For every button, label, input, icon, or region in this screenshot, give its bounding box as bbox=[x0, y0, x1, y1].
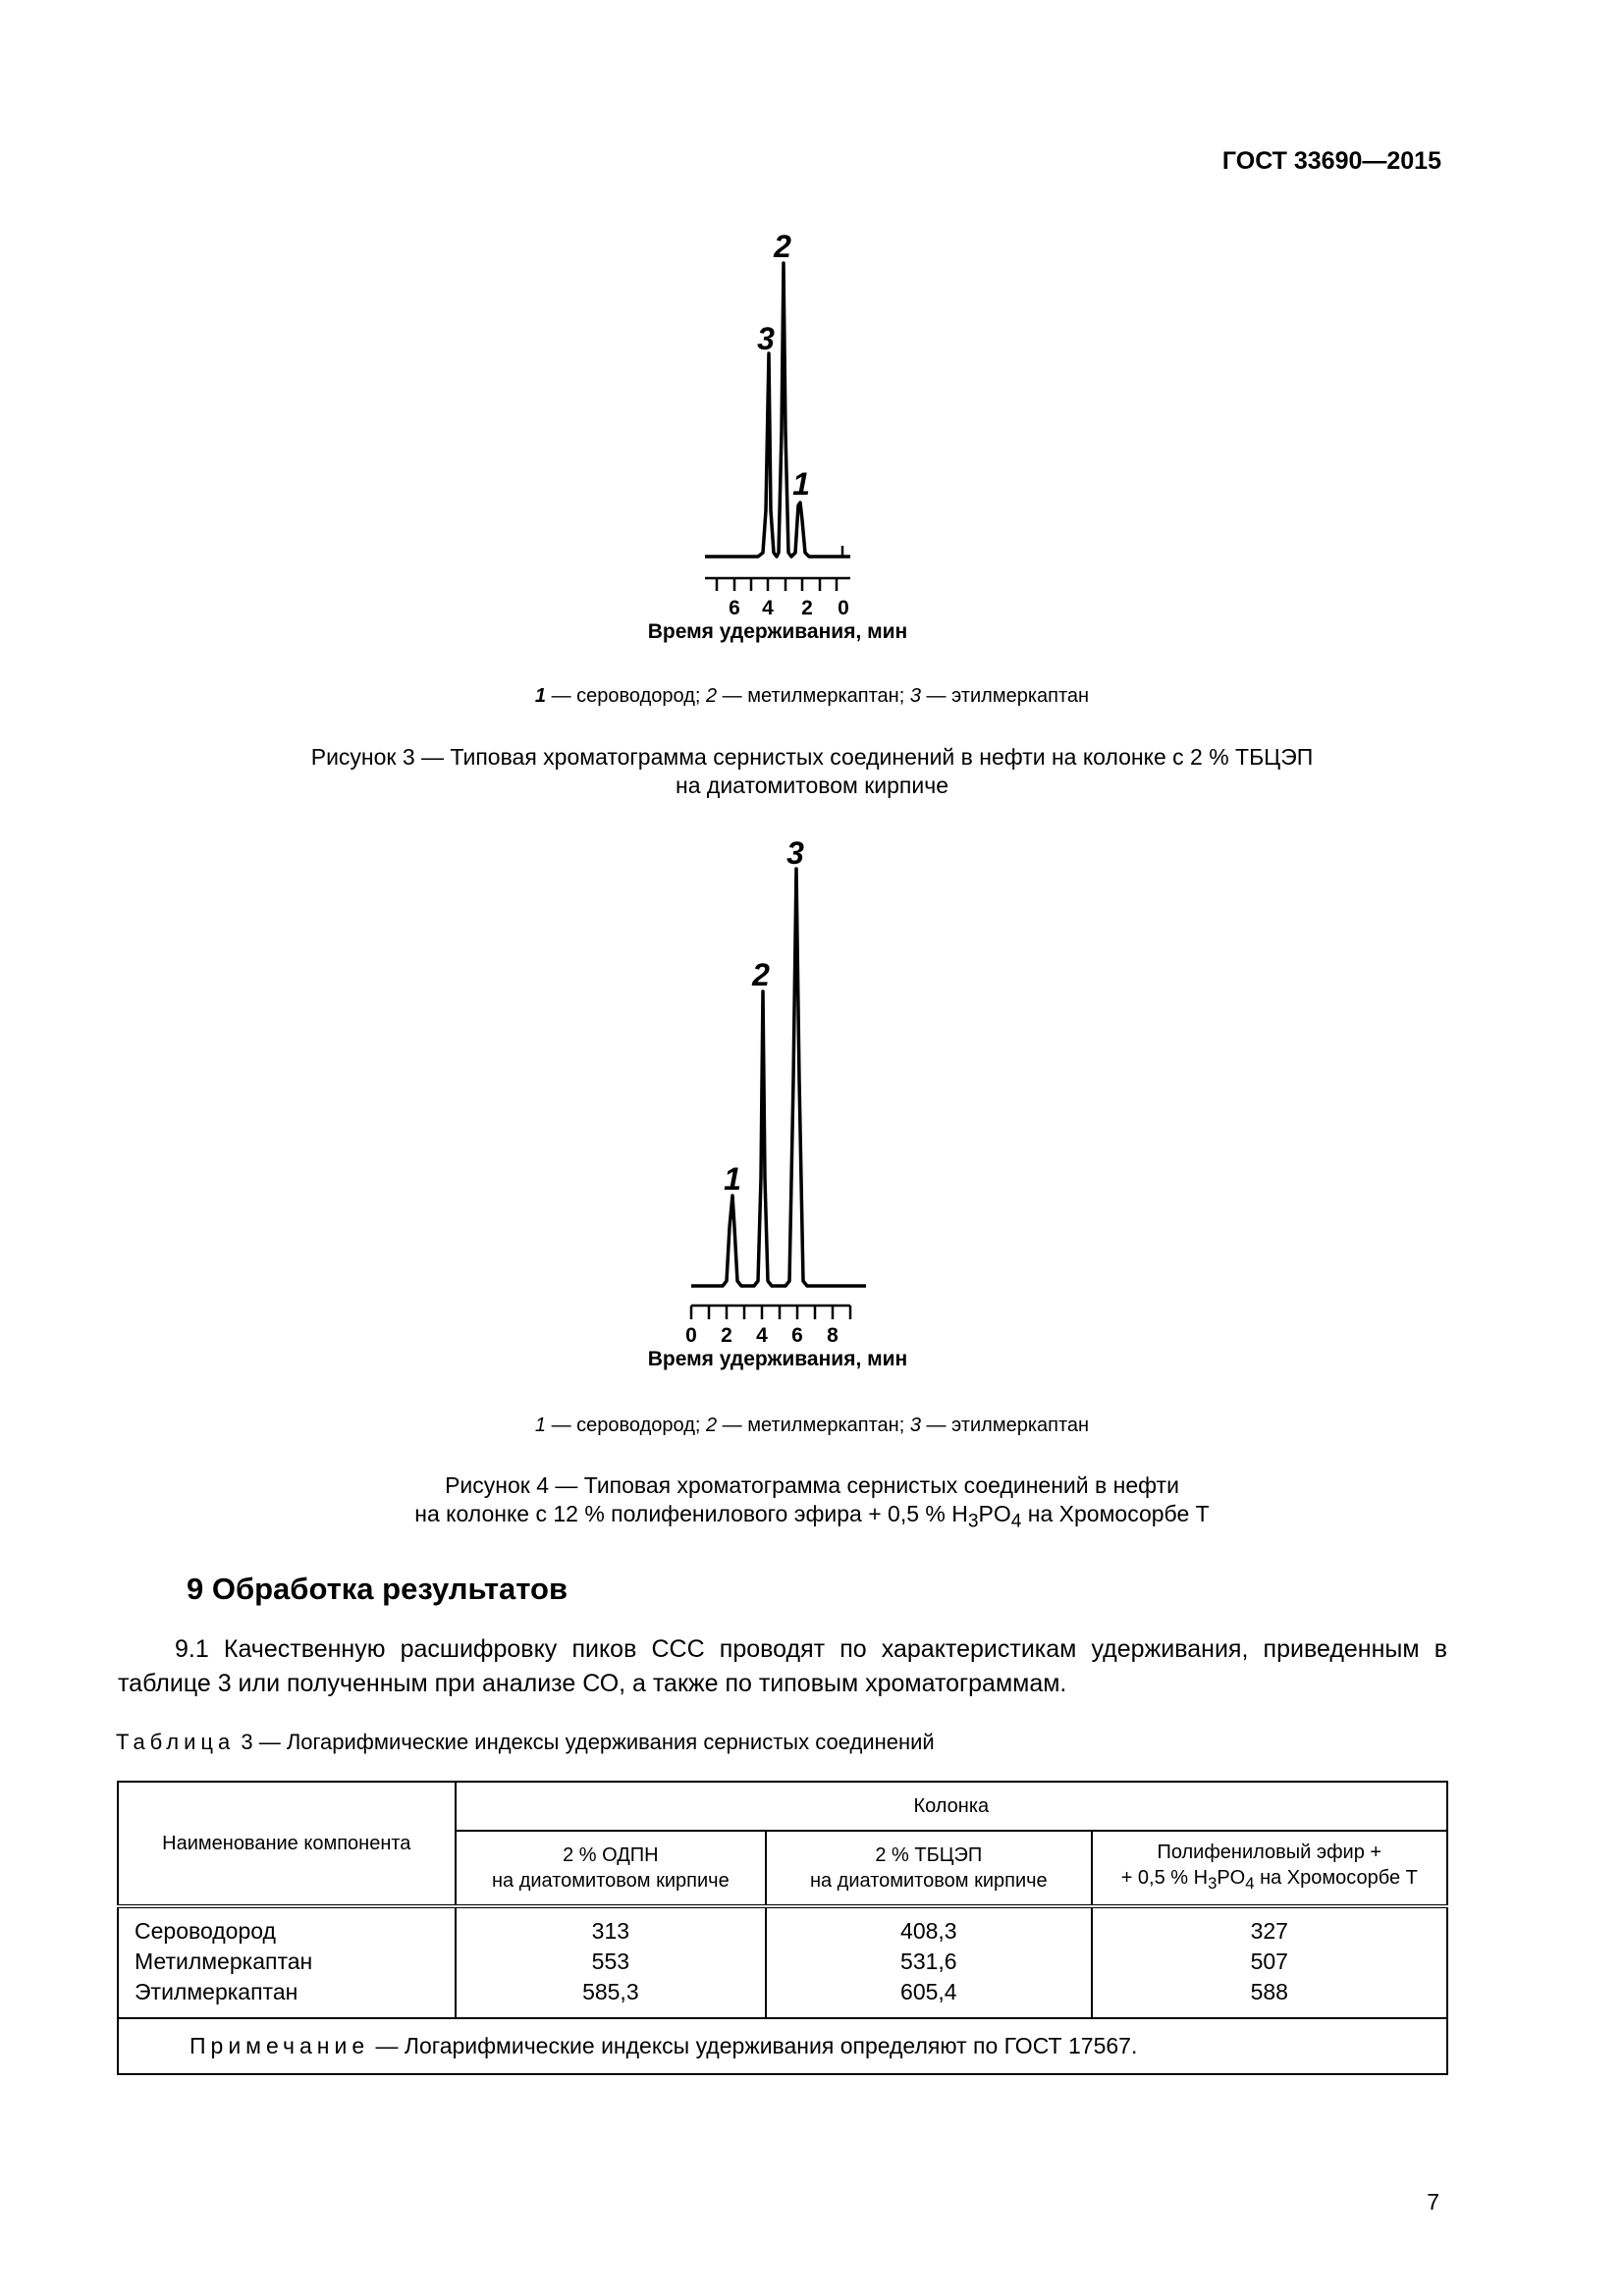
figure-4-tick-label: 8 bbox=[827, 1324, 839, 1347]
figure-4-trace bbox=[691, 869, 866, 1286]
header-col-1: 2 % ОДПН на диатомитовом кирпиче bbox=[456, 1831, 767, 1906]
figure-4-axis-title: Время удерживания, мин bbox=[647, 1348, 908, 1370]
section-heading: 9 Обработка результатов bbox=[187, 1572, 568, 1606]
figure-4-tick-label: 6 bbox=[791, 1324, 803, 1347]
figure-4-peak-label: 2 bbox=[752, 957, 770, 992]
header-component: Наименование компонента bbox=[118, 1782, 456, 1906]
figure-3-legend: 1 — сероводород; 2 — метилмеркаптан; 3 — этилмеркаптан bbox=[534, 685, 1090, 707]
table-cell-names bbox=[118, 1906, 456, 2018]
figure-3-tick-label: 2 bbox=[801, 597, 813, 619]
table-note: Примечание — Логарифмические индексы удерживания определяют по ГОСТ 17567. bbox=[118, 2018, 1447, 2074]
paragraph-9-1: 9.1 Качественную расшифровку пиков ССС проводят по характеристикам удерживания, приведенным в таблице 3 или полученным при анализе СО, а также по типовым хроматограммам. bbox=[118, 1635, 1447, 1697]
figure-4-peak-label: 1 bbox=[724, 1161, 741, 1197]
figure-4-caption: Рисунок 4 — Типовая хроматограмма сернистых соединений в нефти на колонке с 12 % полифенилового эфира + 0,5 % $H_3PO_4$ на Хромосорбе Т bbox=[414, 1472, 1210, 1532]
retention-index-table bbox=[117, 1781, 1448, 2075]
figure-4-tick-label: 0 bbox=[685, 1324, 697, 1347]
table-note-row bbox=[118, 2018, 1447, 2074]
header-col-2: 2 % ТБЦЭП на диатомитовом кирпиче bbox=[766, 1831, 1091, 1906]
figure-3-peak-label: 1 bbox=[792, 466, 810, 502]
table-row-name: Этилмеркаптан bbox=[135, 1979, 298, 2004]
table-cell-col-2: 408,3 531,6 605,4 bbox=[766, 1906, 1091, 2018]
table-caption: Таблица 3 — Логарифмические индексы удерживания сернистых соединений bbox=[116, 1730, 935, 1754]
table-row-name: Метилмеркаптан bbox=[135, 1949, 313, 1974]
table-row-name: Сероводород bbox=[135, 1918, 276, 1944]
figure-3-axis-title: Время удерживания, мин bbox=[647, 620, 908, 643]
figure-3-peak-label: 2 bbox=[774, 229, 791, 264]
figure-4-legend: 1 — сероводород; 2 — метилмеркаптан; 3 — этилмеркаптан bbox=[534, 1415, 1090, 1436]
page-number: 7 bbox=[1427, 2189, 1439, 2215]
figure-3-tick-label: 0 bbox=[838, 597, 849, 619]
figure-4-tick-label: 4 bbox=[756, 1324, 768, 1347]
header-col-3: Полифениловый эфир + + 0,5 % $H_3PO_4$ на Хромосорбе Т bbox=[1092, 1831, 1447, 1906]
figure-3-peak-label: 3 bbox=[757, 321, 775, 356]
figure-3-caption: Рисунок 3 — Типовая хроматограмма сернистых соединений в нефти на колонке с 2 % ТБЦЭП на диатомитовом кирпиче bbox=[310, 744, 1314, 798]
table-cell-col-1: 313 553 585,3 bbox=[456, 1906, 767, 2018]
figure-4-peak-label: 3 bbox=[786, 835, 804, 871]
figure-4-axis-ticks bbox=[691, 1306, 850, 1319]
figure-4-tick-label: 2 bbox=[721, 1324, 732, 1347]
header-column-group: Колонка bbox=[456, 1782, 1447, 1831]
table-data-block bbox=[118, 1906, 1447, 2018]
table-cell-col-3: 327 507 588 bbox=[1092, 1906, 1447, 2018]
figure-3-tick-label: 6 bbox=[729, 597, 740, 619]
document-id: ГОСТ 33690—2015 bbox=[1221, 147, 1441, 175]
figure-3-tick-label: 4 bbox=[762, 597, 774, 619]
